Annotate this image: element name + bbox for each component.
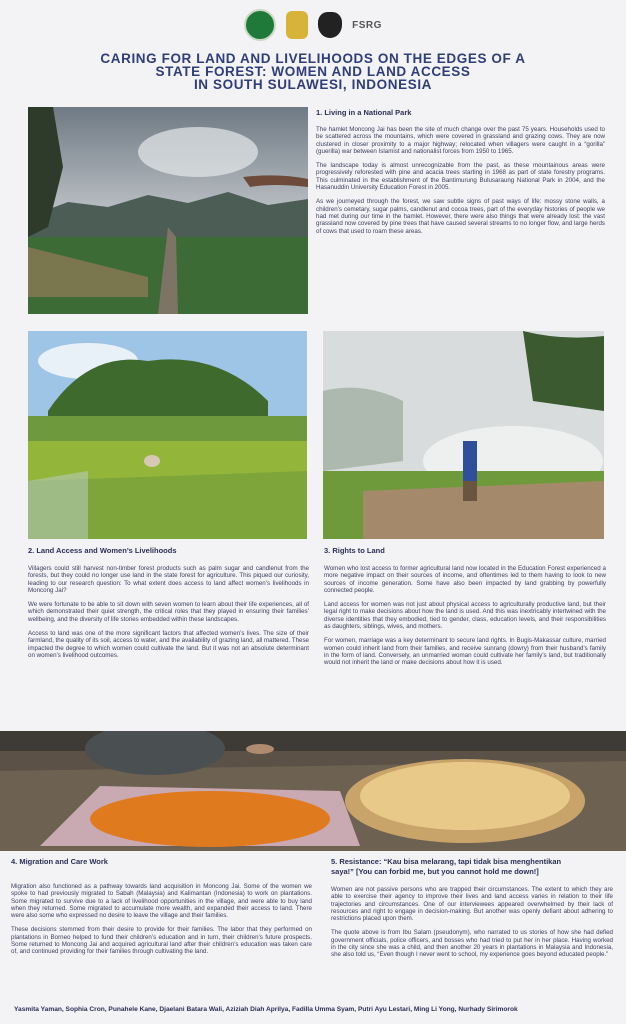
photo-turmeric — [0, 731, 626, 851]
section2-paragraph: Access to land was one of the more significant factors that affected women’s lives. The size of their farmland, the quality of its soil, access to water, and the availability of grazing land, all mattered. These impacted the degree to which women could cultivate the land. But it was not an absolute determinant on women’s livelihood outcomes. — [28, 630, 309, 659]
crest-icon — [286, 11, 308, 39]
section1-heading: 1. Living in a National Park — [316, 108, 412, 117]
section3-paragraph: Women who lost access to former agricultural land now located in the Education Forest experienced a more negative impact on their sources of income, and oftentimes led to them having to look to new sources of income generation. Some have also been impacted by land grabbing by powerfully connected people. — [324, 565, 606, 594]
section-land-access — [28, 546, 309, 666]
section4-paragraph: These decisions stemmed from their desire to provide for their families. The labor that they performed on plantations in Borneo helped to fund their children’s education and in turn, their children’s future prospects. Some returned to Moncong Jai and acquired agricultural land after their children’s education was taken care of, and continued providing for their families through cultivating the land. — [11, 926, 312, 956]
section4-paragraph: Migration also functioned as a pathway towards land acquisition in Moncong Jai. Some of the women we spoke to had previously migrated to Sabah (Malaysia) and Kalimantan (Indonesia) to work on plantations. Some migrated to survive due to a lack of livelihood opportunities in the village, and were able to buy land when they returned. Some migrated to accumulate more wealth, and expanded their access to land. There were also some who expressed no desire to leave the village and their families. — [11, 883, 312, 920]
author-list: Yasmita Yaman, Sophia Cron, Punahele Kane, Djaelani Batara Wali, Aziziah Diah Aprilya, Fadilla Umma Syam, Putri Ayu Lestari, Ming Li Yong, Nurhady Sirimorok — [14, 1006, 518, 1013]
rooster-logo-icon — [318, 12, 342, 38]
fsrg-logo: FSRG — [352, 19, 382, 31]
section-migration-care-work — [11, 857, 312, 963]
photo-burning-field — [323, 331, 604, 539]
photo-rice-field — [28, 331, 307, 539]
section5-heading: 5. Resistance: “Kau bisa melarang, tapi tidak bisa menghentikan saya!” [You can forbid me, but you cannot hold me down!] — [331, 857, 562, 876]
section1-paragraph: The hamlet Moncong Jai has been the site of much change over the past 75 years. Households used to be scattered across the mountains, which were covered in grassland and grazing cows. They are now clustered in closer proximity to a major highway; relocated when villagers were caught in a “gorilla” (guerilla) war between Islamist and nationalist forces from 1950 to 1965. — [316, 126, 605, 155]
section2-paragraph: We were fortunate to be able to sit down with seven women to learn about their life experiences, all of which demonstrated their quiet strength, the critical roles that they played in ensuring their families’ wellbeing, and the diversity of life stories embedded within these landscapes. — [28, 601, 309, 623]
photo-forest-path — [28, 107, 308, 314]
section5-paragraph: The quote above is from Ibu Salam (pseudonym), who narrated to us stories of how she had defied government officials, police officers, and bosses who had tried to put her in her place. Having worked in the city since she was a child, and then another 20 years in plantations in Malaysia and Indonesia, she also told us, “Even though I never went to school, my experience goes beyond educated people.” — [331, 929, 613, 959]
section3-paragraph: Land access for women was not just about physical access to agriculturally productive land, but their legal right to make decisions about how the land is used. And this was inextricably intertwined with the diverse identities that they embodied, tied to gender, class, education levels, and their responsibilities as daughters, siblings, wives, and mothers. — [324, 601, 606, 631]
section1-paragraph: The landscape today is almost unrecognizable from the past, as these mountainous areas were progressively reforested with pine and acacia trees starting in 1968 as part of state forestry programs. This culminated in the establishment of the Bantimurung Bulusaraung National Park in 2004, and the Hasanuddin University Education Forest in 2005. — [316, 162, 605, 192]
university-seal-icon — [244, 9, 276, 41]
section3-heading: 3. Rights to Land — [324, 546, 385, 555]
section4-heading: 4. Migration and Care Work — [11, 857, 108, 866]
section5-paragraph: Women are not passive persons who are trapped their circumstances. The extent to which they are able to exercise their agency to improve their lives and land access varies in relation to their life trajectories and circumstances. One of our interviewees appeared overwhelmed by their lack of resources and right to engage in decision-making. But another was openly defiant about adhering to restrictions placed upon them. — [331, 886, 613, 923]
logo-row — [0, 8, 626, 42]
section-living-in-national-park — [316, 108, 605, 242]
section2-paragraph: Villagers could still harvest non-timber forest products such as palm sugar and candlenut from the forests, but they could no longer use land in the state forest for agriculture. This piqued our curiosity, leading to our research question: To what extent does access to land affect women’s livelihoods in Moncong Jai? — [28, 565, 309, 594]
section-rights-to-land — [324, 546, 606, 674]
poster-title: CARING FOR LAND AND LIVELIHOODS ON THE EDGES OF A STATE FOREST: WOMEN AND LAND ACCESS IN SOUTH SULAWESI, INDONESIA — [100, 51, 526, 92]
section-resistance — [331, 857, 613, 966]
section1-paragraph: As we journeyed through the forest, we saw subtle signs of past ways of life: mossy stone walls, a children’s cemetary, sugar palms, candlenut and cocoa trees, part of the everyday histories of people we had met during our time in the hamlet. However, there were also things that were already lost: the vast grassland now covered by pine trees that have caused several streams to no longer flow, and large herds of cows that used to roam these areas. — [316, 198, 605, 235]
section2-heading: 2. Land Access and Women’s Livelihoods — [28, 546, 177, 555]
section3-paragraph: For women, marriage was a key determinant to secure land rights. In Bugis-Makassar culture, married women could inherit land from their families, and receive sunrang (dowry) from their husband’s family in the form of land. Conversely, an unmarried woman could cultivate her family’s land, but traditionally would not inherit the land or make decisions about how it is used. — [324, 637, 606, 667]
